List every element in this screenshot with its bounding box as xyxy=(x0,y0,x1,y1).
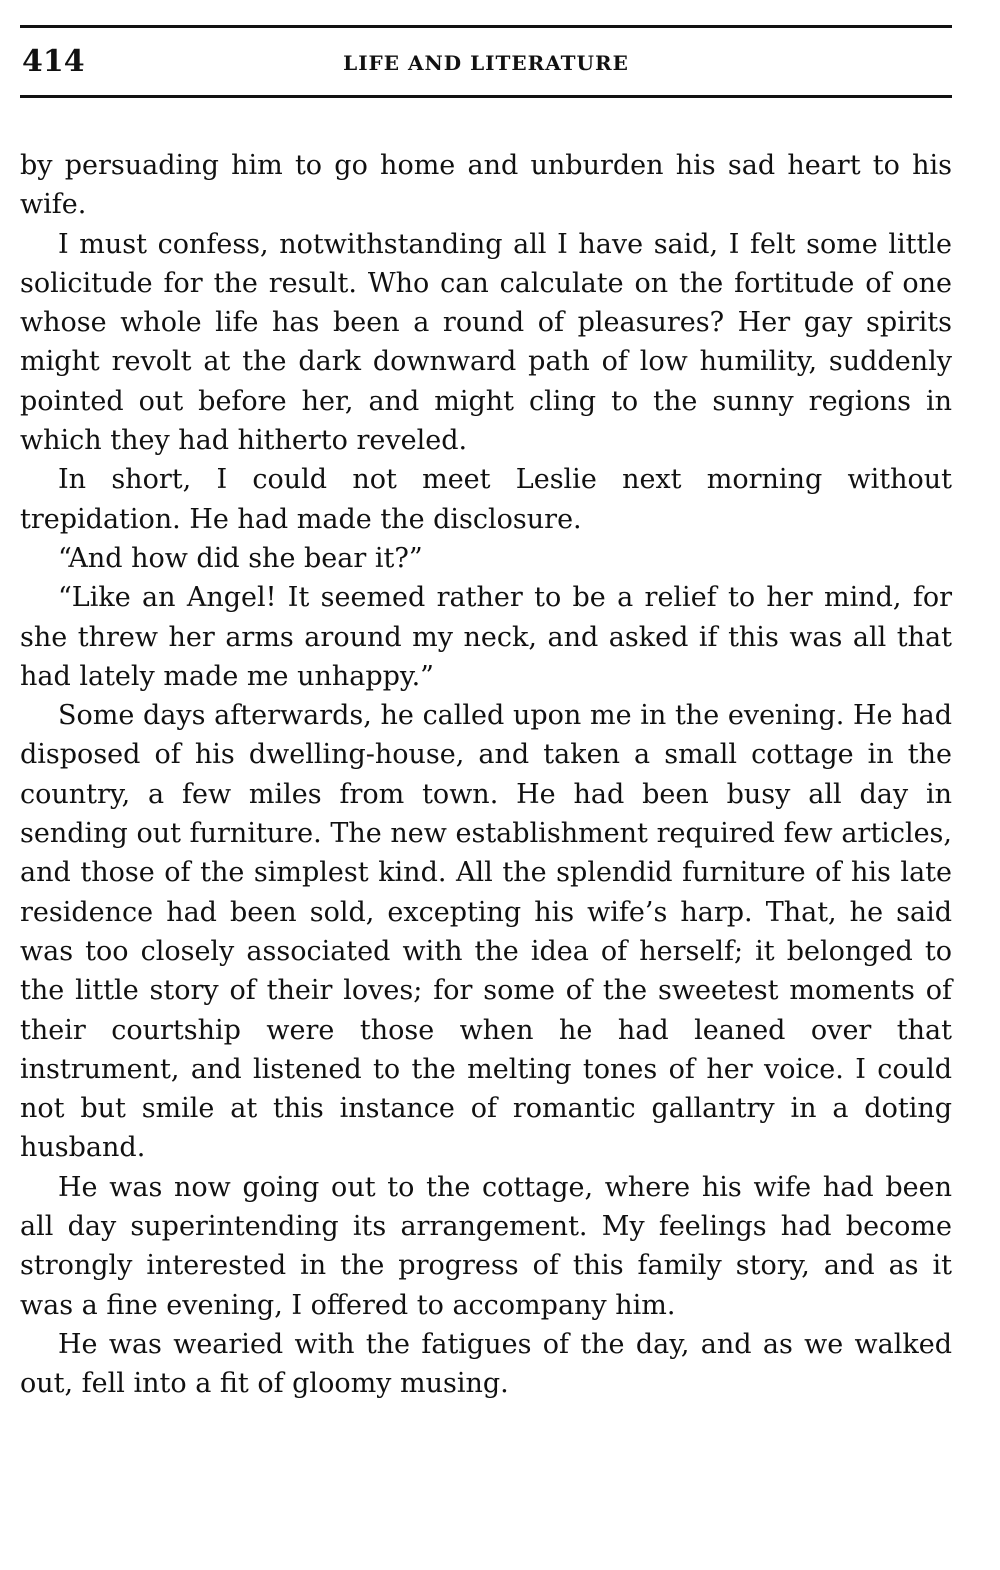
paragraph: Some days afterwards, he called upon me in the evening. He had disposed of his dwelling-house, and taken a small cottage in the country, a few miles from town. He had been busy all day in sending out furniture. The new establishment required few articles, and those of the simplest kind. All the splendid furniture of his late residence had been sold, excepting his wife’s harp. That, he said was too closely associated with the idea of herself; it belonged to the little story of their loves; for some of the sweetest moments of their courtship were those when he had leaned over that instrument, and listened to the melting tones of her voice. I could not but smile at this instance of romantic gallantry in a doting husband. xyxy=(20,700,952,1164)
paragraph: He was wearied with the fatigues of the day, and as we walked out, fell into a fit of gloomy musing. xyxy=(20,1328,952,1400)
paragraph-continued: by persuading him to go home and unburden his sad heart to his wife. xyxy=(20,150,952,221)
paragraph: In short, I could not meet Leslie next morning without trepidation. He had made the disclosure. xyxy=(20,464,952,535)
running-title: LIFE AND LITERATURE xyxy=(343,51,629,75)
paragraph: “Like an Angel! It seemed rather to be a relief to her mind, for she threw her arms around my neck, and asked if this was all that had lately made me unhappy.” xyxy=(20,582,952,692)
header-bottom-rule xyxy=(20,95,952,98)
book-page xyxy=(20,0,952,1570)
page-number: 414 xyxy=(22,44,85,79)
paragraph: He was now going out to the cottage, where his wife had been all day superintending its arrangement. My feelings had become strongly interested in the progress of this family story, and as it was a fine evening, I offered to accompany him. xyxy=(20,1171,952,1321)
paragraph: I must confess, notwithstanding all I have said, I felt some little solicitude for the result. Who can calculate on the fortitude of one whose whole life has been a round of pleasures? Her gay spirits might revolt at the dark downward path of low humility, suddenly pointed out before her, and might cling to the sunny regions in which they had hitherto reveled. xyxy=(20,228,952,457)
header-top-rule xyxy=(20,25,952,28)
paragraph: “And how did she bear it?” xyxy=(58,542,423,574)
running-head xyxy=(20,42,952,82)
body-text xyxy=(20,146,952,1404)
